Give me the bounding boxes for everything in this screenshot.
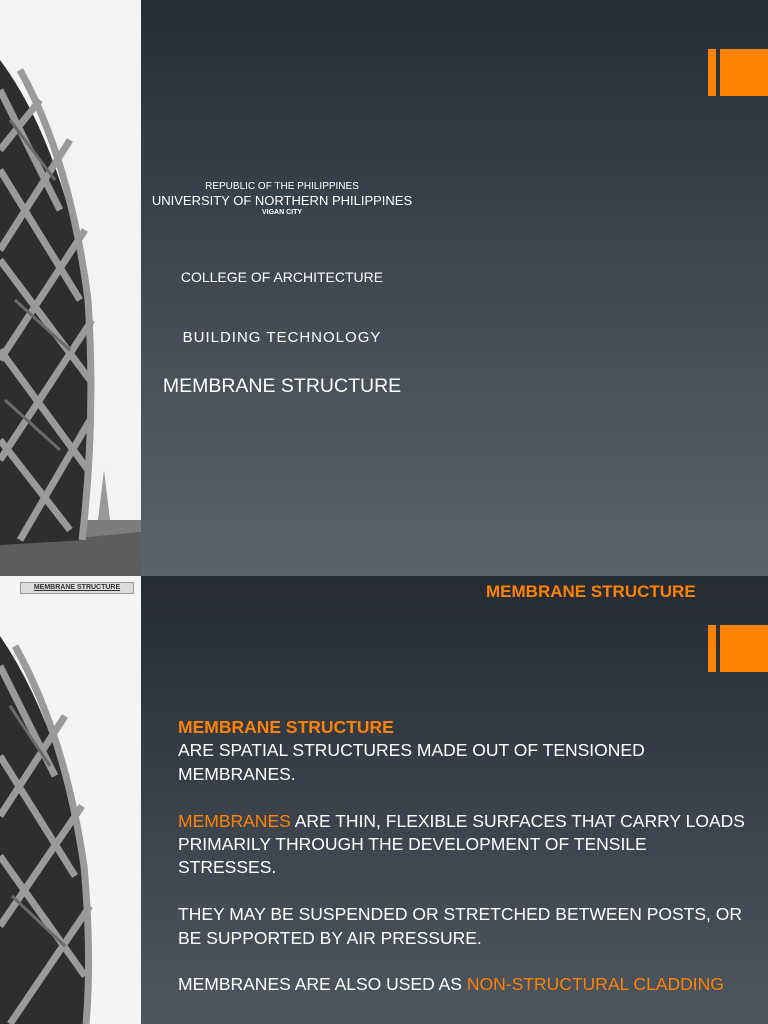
slide-body — [178, 716, 748, 1020]
accent-stripe-block — [720, 625, 768, 672]
city-line: VIGAN CITY — [261, 209, 303, 216]
birds-nest-stadium-icon — [0, 576, 141, 1024]
paragraph-support — [178, 903, 748, 950]
paragraph-cladding — [178, 973, 748, 996]
definition-heading: MEMBRANE STRUCTURE — [178, 717, 394, 737]
accent-stripe-block — [720, 49, 768, 96]
corner-tag: MEMBRANE STRUCTURE — [20, 582, 134, 594]
stadium-photo-2 — [0, 576, 141, 1024]
definition-text: ARE SPATIAL STRUCTURES MADE OUT OF TENSIONED MEMBRANES. — [178, 740, 645, 784]
paragraph-membranes — [178, 810, 748, 880]
college-line: COLLEGE OF ARCHITECTURE — [180, 269, 384, 285]
membranes-term: MEMBRANES — [178, 810, 291, 831]
university-line: UNIVERSITY OF NORTHERN PHILIPPINES — [151, 193, 413, 208]
slide-title: MEMBRANE STRUCTURE — [162, 375, 402, 397]
course-line: BUILDING TECHNOLOGY — [182, 329, 382, 346]
support-text: THEY MAY BE SUSPENDED OR STRETCHED BETWEEN POSTS, OR BE SUPPORTED BY AIR PRESSURE. — [178, 904, 742, 948]
birds-nest-stadium-icon — [0, 0, 141, 576]
stadium-photo — [0, 0, 141, 576]
header-title: MEMBRANE STRUCTURE — [486, 582, 696, 601]
accent-stripe-thin — [708, 625, 716, 672]
country-line: REPUBLIC OF THE PHILIPPINES — [205, 181, 359, 192]
cladding-highlight: NON-STRUCTURAL CLADDING — [466, 974, 724, 995]
paragraph-definition — [178, 716, 748, 786]
membranes-text: ARE THIN, FLEXIBLE SURFACES THAT CARRY LOADS PRIMARILY THROUGH THE DEVELOPMENT OF TENSILE STRESSES. — [178, 810, 745, 878]
accent-stripe-thin — [708, 49, 716, 96]
cladding-text: MEMBRANES ARE ALSO USED AS — [178, 974, 467, 995]
title-panel — [141, 0, 768, 576]
content-slide — [0, 576, 768, 1024]
